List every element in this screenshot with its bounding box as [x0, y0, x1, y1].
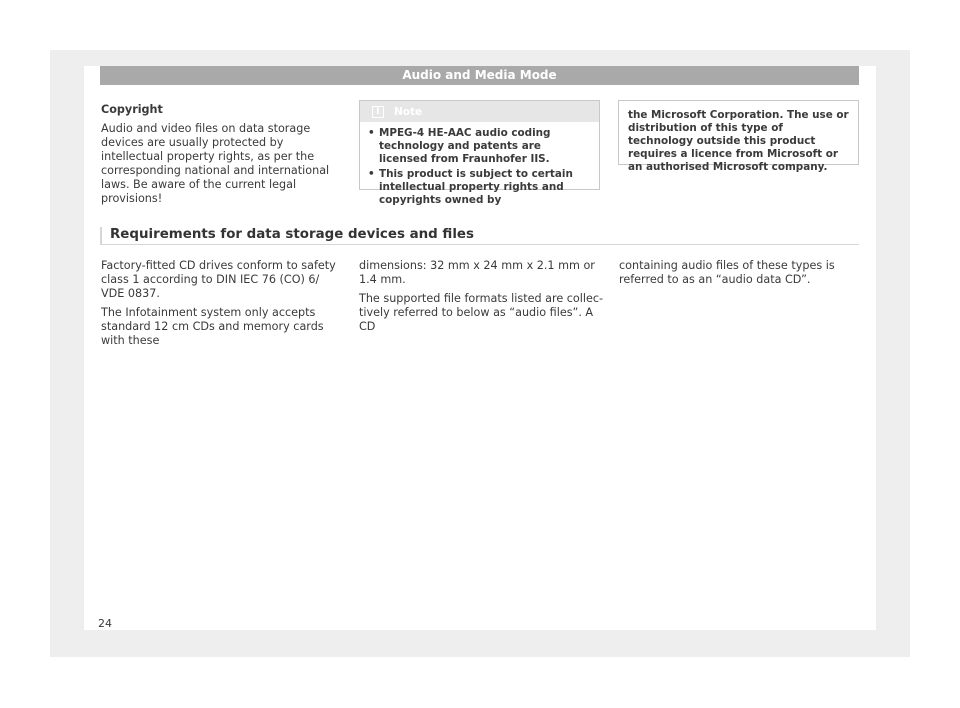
paragraph: The supported file formats listed are collectively referred to below as “audio files”. A CD: [359, 292, 604, 333]
note-continuation: the Microsoft Corporation. The use or distribution of this type of technology outside this product requires a licence from Microsoft or an authorised Microsoft company.: [618, 100, 859, 165]
section-heading: Requirements for data storage devices and files: [100, 227, 859, 245]
paragraph: Factory-fitted CD drives conform to safety class 1 according to DIN IEC 76 (CO) 6/ VDE 0837.: [101, 259, 336, 300]
chapter-header: Audio and Media Mode: [100, 66, 859, 85]
copyright-text: Audio and video files on data storage devices are usually protected by intellectual property rights, as per the corresponding national and international laws. Be aware of the current legal provisions!: [101, 122, 330, 205]
requirements-column-2: [359, 259, 604, 339]
info-icon: i: [372, 106, 384, 118]
bullet: •: [368, 127, 375, 139]
paragraph: dimensions: 32 mm x 24 mm x 2.1 mm or 1.4 mm.: [359, 259, 595, 286]
requirements-column-3: [619, 259, 864, 292]
note-item-text: MPEG-4 HE-AAC audio coding technology and patents are licensed from Fraunhofer IIS.: [379, 127, 551, 165]
note-box: [359, 100, 600, 206]
copyright-section: [101, 103, 346, 211]
note-header: [360, 101, 599, 122]
note-body: [360, 122, 599, 207]
paragraph: containing audio files of these types is referred to as an “audio data CD”.: [619, 259, 835, 286]
note-label: Note: [394, 105, 423, 118]
note-item: [368, 127, 591, 166]
page-number: 24: [98, 617, 112, 630]
note-item: [368, 168, 591, 207]
bullet: •: [368, 168, 375, 180]
copyright-heading: Copyright: [101, 103, 163, 116]
note-item-text: This product is subject to certain intellectual property rights and copyrights owned by: [379, 168, 573, 206]
requirements-column-1: [101, 259, 346, 353]
paragraph: The Infotainment system only accepts standard 12 cm CDs and memory cards with these: [101, 306, 324, 347]
